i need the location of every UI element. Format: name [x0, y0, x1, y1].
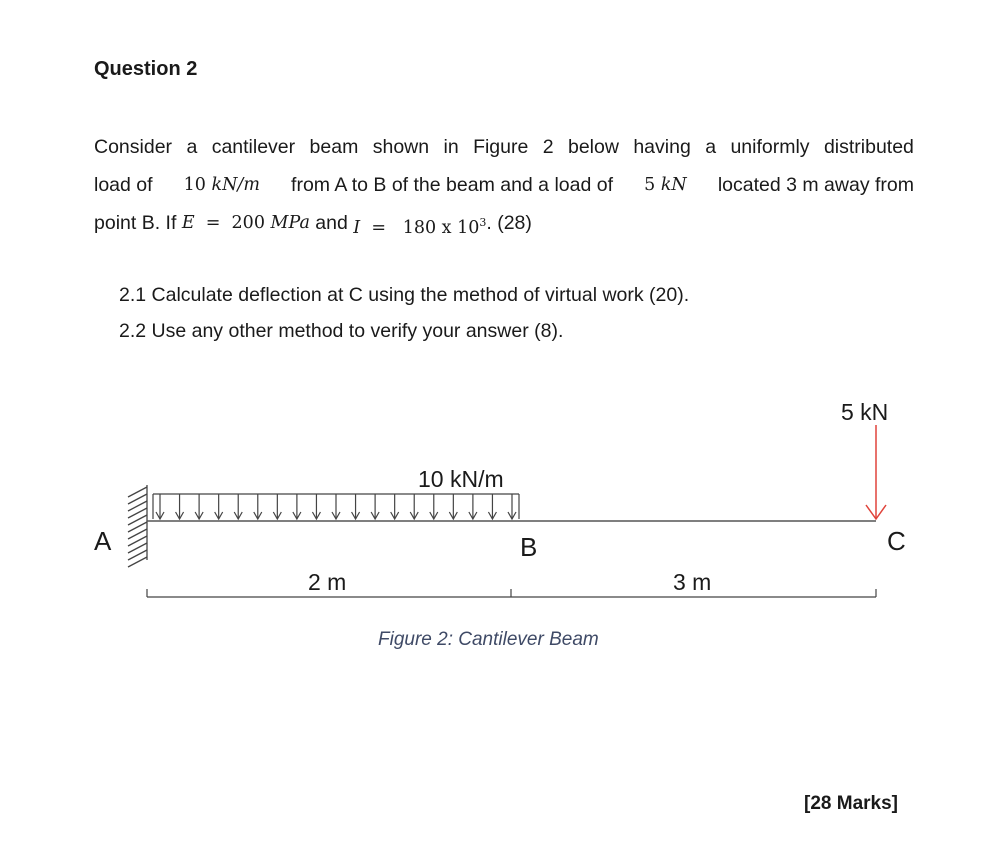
point-a-label: A — [94, 526, 112, 556]
question-heading: Question 2 — [94, 58, 198, 80]
word: uniformly — [730, 136, 810, 158]
modulus-expression: E = 200 MPa — [181, 213, 310, 233]
text-segment: and — [315, 212, 348, 234]
figure-caption: Figure 2: Cantilever Beam — [378, 629, 599, 650]
word: Consider — [94, 136, 173, 158]
text-segment: . (28) — [486, 212, 532, 234]
word: cantilever — [211, 136, 296, 158]
point-b-label: B — [520, 532, 538, 562]
span-bc-label: 3 m — [673, 569, 712, 595]
udl-label: 10 kN/m — [418, 466, 504, 492]
text-segment: from A to B of the beam and a load of — [291, 174, 613, 196]
word: a — [186, 136, 198, 158]
word: distributed — [823, 136, 914, 158]
dimension-line — [147, 589, 876, 597]
text-segment: point B. If — [94, 212, 177, 234]
distributed-load — [153, 494, 519, 519]
span-ab-label: 2 m — [308, 569, 347, 595]
word: 2 — [542, 136, 554, 158]
udl-arrows — [156, 494, 516, 519]
text-segment: load of — [94, 174, 153, 196]
inertia-expression: I = 180 x $10^3$ — [353, 216, 487, 238]
total-marks: [28 Marks] — [804, 793, 898, 814]
point-load-arrow — [866, 425, 886, 519]
word: in — [443, 136, 459, 158]
word: beam — [309, 136, 359, 158]
word: Figure — [473, 136, 529, 158]
fixed-support — [128, 485, 147, 567]
point-load-value: 5 kN — [644, 175, 687, 195]
udl-value: 10 kN/m — [183, 175, 260, 195]
point-c-label: C — [887, 526, 906, 556]
text-segment: located 3 m away from — [717, 174, 914, 196]
point-load-label: 5 kN — [841, 399, 889, 425]
word: having — [633, 136, 691, 158]
subquestion-2-2: 2.2 Use any other method to verify your answer (8). — [119, 320, 564, 342]
word: a — [705, 136, 717, 158]
word: below — [567, 136, 619, 158]
subquestion-2-1: 2.1 Calculate deflection at C using the method of virtual work (20). — [119, 284, 690, 306]
word: shown — [372, 136, 430, 158]
